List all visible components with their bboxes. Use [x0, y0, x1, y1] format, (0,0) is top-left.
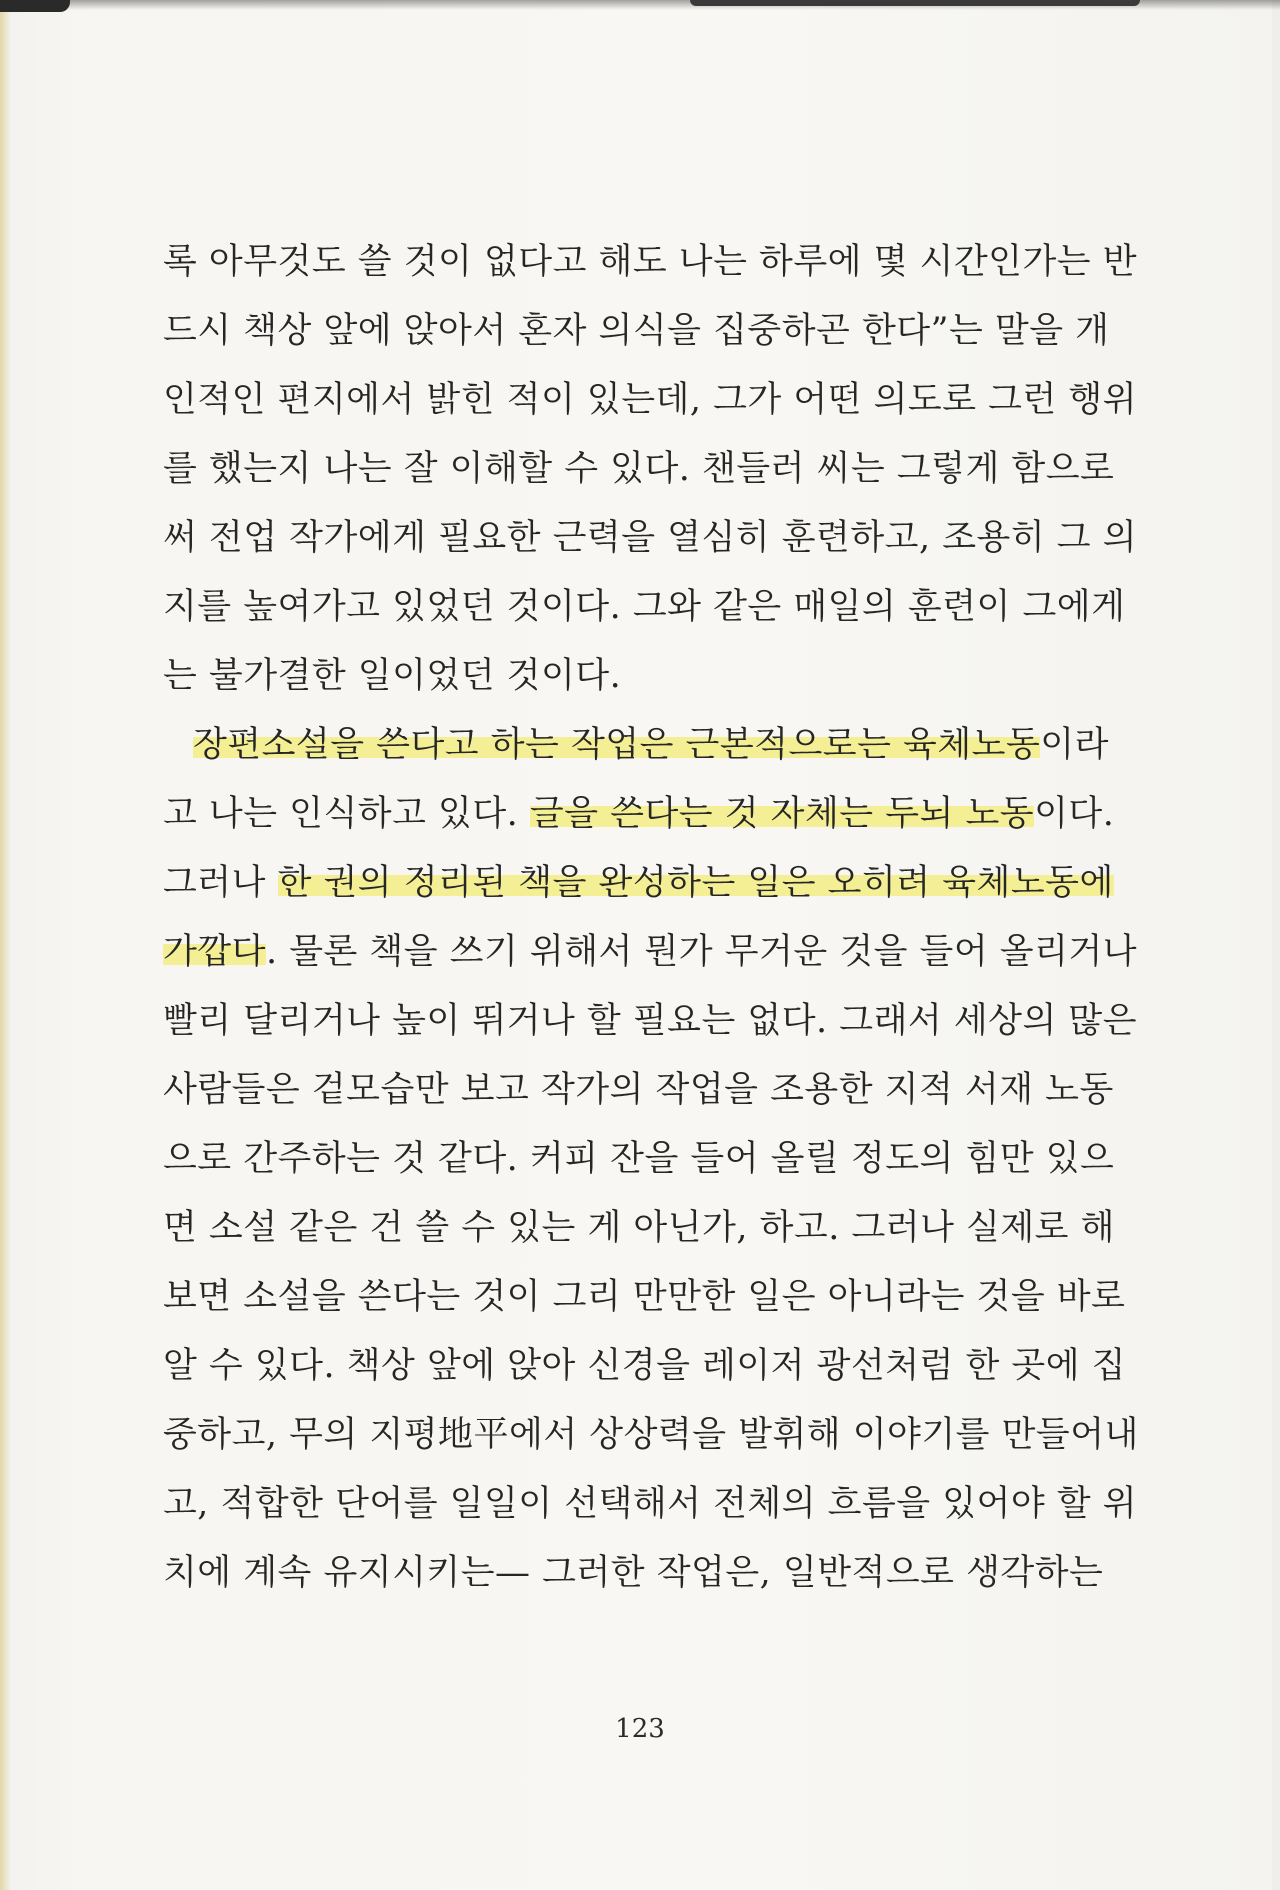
text-segment: 지를 높여가고 있었던 것이다. 그와 같은 매일의 훈련이 그에게: [163, 587, 1126, 627]
text-line: [163, 228, 1138, 297]
highlighted-text: 가깝다: [163, 932, 266, 972]
page-number: 123: [615, 1714, 665, 1744]
text-segment: 이라: [1040, 725, 1109, 765]
highlighted-text: 글을 쓴다는 것 자체는 두뇌 노동: [529, 794, 1035, 834]
highlighted-text: 한 권의 정리된 책을 완성하는 일은 오히려 육체노동에: [277, 863, 1114, 903]
text-line: [163, 1332, 1126, 1401]
page-edge: [0, 0, 10, 1890]
text-segment: . 물론 책을 쓰기 위해서 뭔가 무거운 것을 들어 올리거나: [265, 932, 1138, 972]
text-line: [163, 573, 1126, 642]
text-segment: 빨리 달리거나 높이 뛰거나 할 필요는 없다. 그래서 세상의 많은: [163, 1001, 1138, 1041]
text-segment: 록 아무것도 쓸 것이 없다고 해도 나는 하루에 몇 시간인가는 반: [163, 242, 1138, 282]
text-line: [163, 1401, 1139, 1470]
text-line: [163, 1125, 1115, 1194]
text-segment: 중하고, 무의 지평地平에서 상상력을 발휘해 이야기를 만들어내: [163, 1415, 1139, 1455]
text-line: [163, 987, 1138, 1056]
text-line: [163, 918, 1138, 987]
text-segment: 고, 적합한 단어를 일일이 선택해서 전체의 흐름을 있어야 할 위: [163, 1484, 1138, 1524]
text-segment: 는 불가결한 일이었던 것이다.: [163, 656, 622, 696]
text-segment: 인적인 편지에서 밝힌 적이 있는데, 그가 어떤 의도로 그런 행위: [163, 380, 1138, 420]
text-line: [163, 1470, 1138, 1539]
text-line: [163, 1263, 1126, 1332]
text-line: [163, 642, 1077, 711]
highlighted-text: 장편소설을 쓴다고 하는 작업은 근본적으로는 육체노동: [193, 725, 1041, 765]
text-segment: 치에 계속 유지시키는— 그러한 작업은, 일반적으로 생각하는: [163, 1553, 1104, 1593]
text-line: [163, 849, 1114, 918]
text-segment: 써 전업 작가에게 필요한 근력을 열심히 훈련하고, 조용히 그 의: [163, 518, 1138, 558]
text-segment: 면 소설 같은 건 쓸 수 있는 게 아닌가, 하고. 그러나 실제로 해: [163, 1208, 1115, 1248]
text-segment: 고 나는 인식하고 있다.: [163, 794, 530, 834]
text-segment: 보면 소설을 쓴다는 것이 그리 만만한 일은 아니라는 것을 바로: [163, 1277, 1126, 1317]
text-segment: 그러나: [163, 863, 278, 903]
text-segment: 사람들은 겉모습만 보고 작가의 작업을 조용한 지적 서재 노동: [163, 1070, 1114, 1110]
scan-edge-right: [690, 0, 1140, 6]
text-line: [163, 504, 1138, 573]
body-text: [163, 228, 1139, 1608]
text-line: [163, 780, 1115, 849]
text-line: [163, 1194, 1115, 1263]
text-segment: 으로 간주하는 것 같다. 커피 잔을 들어 올릴 정도의 힘만 있으: [163, 1139, 1115, 1179]
text-line: [163, 297, 1110, 366]
scan-edge-left: [0, 0, 70, 12]
text-segment: 를 했는지 나는 잘 이해할 수 있다. 챈들러 씨는 그렇게 함으로: [163, 449, 1115, 489]
text-segment: 알 수 있다. 책상 앞에 앉아 신경을 레이저 광선처럼 한 곳에 집: [163, 1346, 1126, 1386]
text-line: [163, 366, 1138, 435]
text-segment: 이다.: [1034, 794, 1115, 834]
text-line: [163, 1056, 1114, 1125]
text-line: [163, 1539, 1104, 1608]
text-segment: 드시 책상 앞에 앉아서 혼자 의식을 집중하곤 한다”는 말을 개: [163, 311, 1110, 351]
text-line: [163, 711, 1109, 780]
text-line: [163, 435, 1115, 504]
